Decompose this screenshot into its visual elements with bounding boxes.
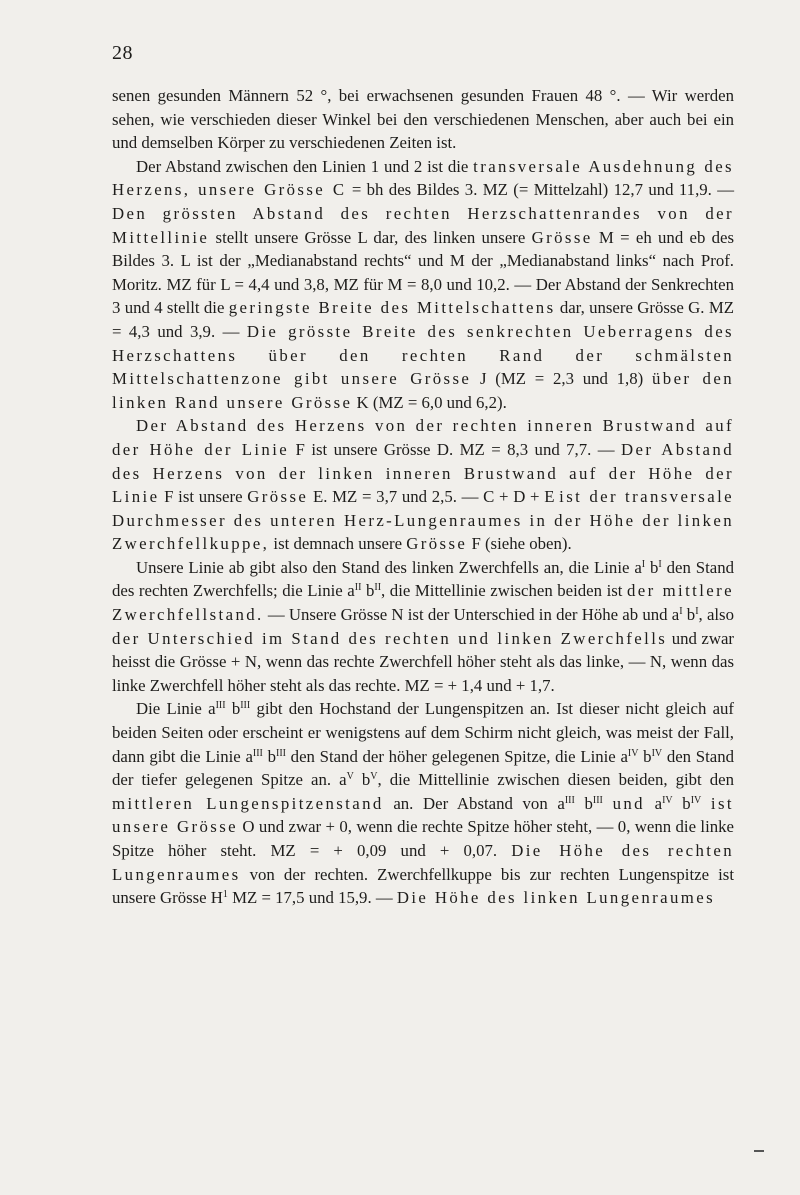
spaced-emphasis: ist der transversale Durchmesser des unteren Herz-Lungenraumes in der Höhe der linken Zwerchfellkuppe,	[112, 487, 734, 554]
spaced-emphasis: der mittlere Zwerchfellstand.	[112, 581, 734, 625]
paragraph	[112, 414, 734, 556]
superscript: I	[658, 558, 662, 570]
paragraph	[112, 556, 734, 698]
superscript: III	[564, 794, 575, 806]
print-mark	[754, 1150, 764, 1152]
spaced-emphasis: transversale Ausdehnung des Herzens, unsere Grösse C	[112, 156, 734, 200]
superscript: III	[592, 794, 603, 806]
text-run	[603, 794, 613, 813]
text-run: Unsere Linie ab gibt also den Stand des linken Zwerchfells an, die Linie a	[136, 557, 642, 577]
text-run: den Stand der tiefer gelegenen Spitze an. a	[112, 746, 734, 790]
superscript: IV	[662, 794, 673, 806]
text-run: b	[672, 793, 691, 813]
superscript: IV	[627, 747, 639, 759]
text-run: den Stand des rechten Zwerchfells; die Linie a	[112, 557, 734, 601]
spaced-emphasis: der Unterschied im Stand des rechten und linken Zwerchfells	[112, 628, 668, 648]
spaced-emphasis: Der Abstand des Herzens von der rechten inneren Brustwand auf der Höhe der Linie	[112, 416, 734, 459]
superscript: V	[370, 771, 378, 783]
paragraph	[112, 697, 734, 909]
spaced-emphasis: ist unsere Grösse	[112, 793, 734, 837]
text-run: , die Mittellinie zwischen diesen beiden, gibt den	[377, 770, 734, 790]
text-run: den Stand der höher gelegenen Spitze, die Linie a	[285, 746, 628, 766]
superscript: I	[641, 558, 646, 570]
spaced-emphasis: mittleren Lungenspitzenstand	[112, 793, 384, 813]
paragraph	[112, 84, 734, 155]
superscript: III	[275, 747, 286, 759]
text-run: b	[225, 699, 241, 719]
spaced-emphasis: geringste Breite des Mittelschattens	[228, 298, 556, 318]
text-run: a	[644, 793, 663, 813]
text-run: b	[682, 605, 696, 625]
text-run: von der rechten. Zwerchfellkuppe bis zur rechten Lungenspitze ist unsere Grösse H	[112, 864, 734, 908]
text-run: K (MZ = 6,0 und 6,2).	[352, 392, 507, 412]
superscript: III	[215, 700, 226, 712]
text-run: = bh des Bildes 3. MZ (= Mittelzahl) 12,7 und 11,9. —	[346, 180, 734, 200]
text-run: Der Abstand zwischen den Linien 1 und 2 ist die	[136, 156, 474, 176]
page-number: 28	[112, 42, 133, 64]
text-run: ist demnach unsere	[269, 534, 407, 554]
spaced-emphasis: Die Höhe des rechten Lungenraumes	[112, 841, 734, 884]
text-run: gibt den Hochstand der Lungenspitzen an. Ist dieser nicht gleich auf beiden Seiten oder erscheint er wenigstens auf dem Schirm nicht gleich, was meist der Fall, dann gibt die Linie a	[112, 699, 735, 766]
spaced-emphasis: Die Höhe des linken Lungenraumes	[396, 888, 716, 908]
text-run: b	[645, 557, 659, 577]
superscript: 1	[222, 889, 228, 901]
superscript: III	[240, 700, 251, 712]
text-run: , die Mittellinie zwischen beiden ist	[381, 581, 627, 601]
text-run: b	[638, 746, 652, 766]
text-run: senen gesunden Männern 52 °, bei erwachsenen gesunden Frauen 48 °. — Wir werden sehen, wie verschieden dieser Winkel bei den verschiedenen Menschen, aber auch bei ein und demselben Körper zu verschiedenen Zeiten ist.	[112, 86, 734, 153]
superscript: II	[374, 582, 382, 594]
text-run: an. Der Abstand von a	[383, 793, 565, 813]
text-run: dar, unsere Grösse G. MZ = 4,3 und 3,9. —	[112, 298, 734, 341]
text-run: J (MZ = 2,3 und 1,8)	[471, 369, 652, 389]
text-run: M = eh und eb des Bildes 3. L ist der „Medianabstand rechts“ und M der „Medianabstand links“ nach Prof. Moritz. MZ für L = 4,4 und 3,8, MZ für M = 8,0 und 10,2. — Der Abstand der Senkrechten 3 und 4 stellt die	[112, 227, 735, 318]
text-run: MZ = 17,5 und 15,9. —	[227, 888, 397, 908]
spaced-emphasis: Die grösste Breite des senkrechten Ueberragens des Herzschattens über den rechten Rand der schmälsten Mittelschattenzone gibt unsere Grösse	[112, 321, 734, 389]
text-run: b	[353, 770, 371, 790]
spaced-emphasis: Der Abstand des Herzens von der linken inneren Brustwand auf der Höhe der Linie	[112, 439, 734, 507]
spaced-emphasis: Grösse	[531, 227, 593, 247]
superscript: II	[354, 582, 362, 594]
text-run: Die Linie a	[136, 699, 216, 719]
text-run: , also	[698, 605, 734, 625]
text-run: F ist unsere Grösse D. MZ = 8,3 und 7,7. —	[289, 439, 621, 459]
spaced-emphasis: und	[612, 793, 645, 813]
body-text	[112, 84, 734, 910]
spaced-emphasis: Grösse	[247, 487, 309, 507]
text-run: F (siehe oben).	[467, 534, 572, 554]
text-run: b	[361, 581, 375, 601]
text-run: b	[574, 793, 593, 813]
text-run: F ist unsere	[159, 487, 248, 507]
text-run: O und zwar + 0, wenn die rechte Spitze höher steht, — 0, wenn die linke Spitze höher steht. MZ = + 0,09 und + 0,07.	[112, 817, 734, 860]
spaced-emphasis: Den grössten Abstand des rechten Herzschattenrandes von der Mittellinie	[112, 203, 734, 247]
text-run: und zwar heisst die Grösse + N, wenn das rechte Zwerchfell höher steht als das linke, — N, wenn das linke Zwerchfell höher steht als das rechte. MZ = + 1,4 und + 1,7.	[112, 628, 734, 695]
superscript: IV	[651, 747, 663, 759]
text-run: b	[262, 746, 276, 766]
paragraph	[112, 155, 734, 415]
superscript: I	[679, 606, 683, 618]
spaced-emphasis: Grösse	[406, 534, 468, 554]
superscript: III	[252, 747, 263, 759]
superscript: I	[695, 606, 699, 618]
text-run: stellt unsere Grösse L dar, des linken unsere	[209, 227, 532, 247]
text-run	[701, 794, 711, 813]
text-run: — Unsere Grösse N ist der Unterschied in der Höhe ab und a	[263, 605, 680, 625]
superscript: V	[346, 771, 354, 783]
spaced-emphasis: über den linken Rand unsere Grösse	[112, 369, 734, 412]
superscript: IV	[690, 794, 702, 806]
text-run: E. MZ = 3,7 und 2,5. — C + D + E	[308, 487, 560, 507]
